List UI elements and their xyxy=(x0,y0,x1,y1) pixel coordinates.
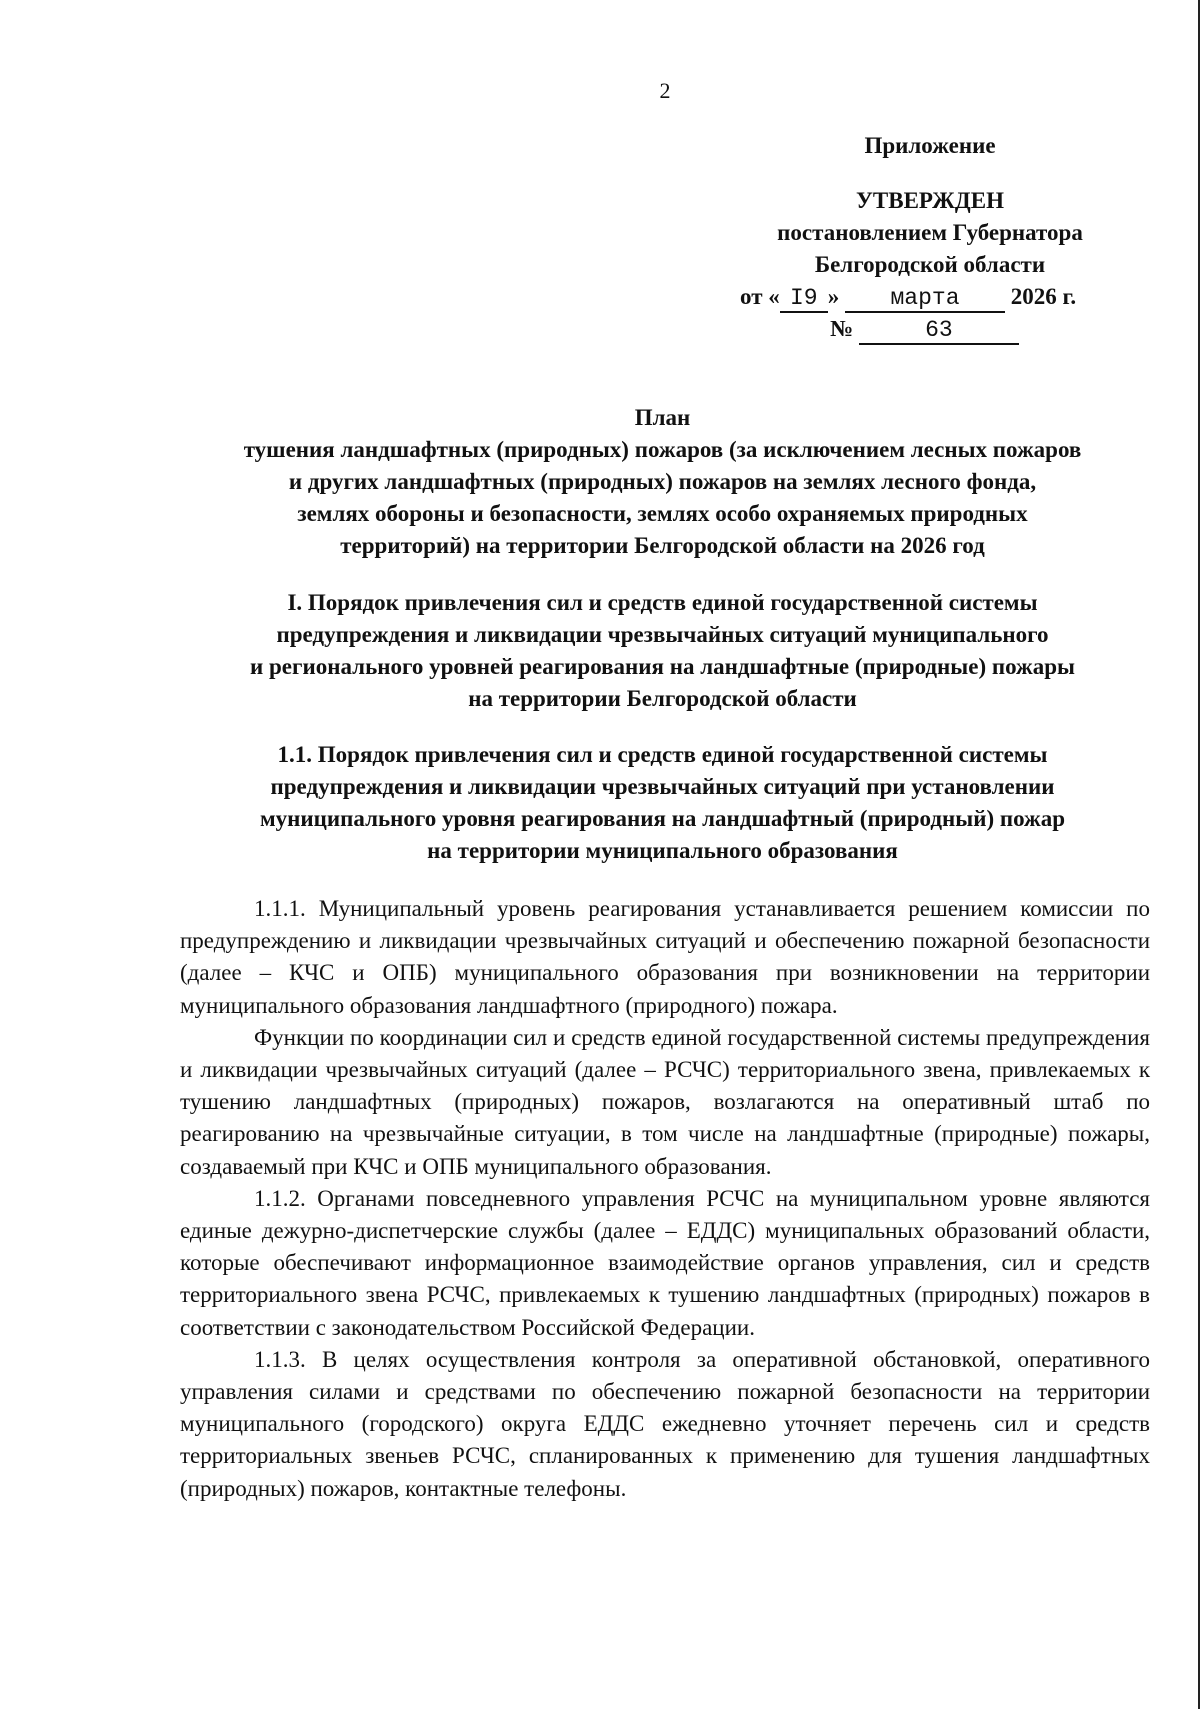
section-1-1-line-4: на территории муниципального образования xyxy=(427,838,898,863)
annex-label: Приложение xyxy=(864,133,996,158)
title-line-2: тушения ландшафтных (природных) пожаров (за исключением лесных пожаров xyxy=(243,437,1082,462)
section-1-line-1: I. Порядок привлечения сил и средств единой государственной системы xyxy=(287,590,1038,615)
paragraph-1-1-2: 1.1.2. Органами повседневного управления РСЧС на муниципальном уровне являются единые дежурно-диспетчерские службы (далее – ЕДДС) муниципальных образований области, которые обеспечивают информационное взаимодействие органов управления, сил и средств территориального звена РСЧС, привлекаемых к тушению ландшафтных (природных) пожаров в соответствии с законодательством Российской Федерации. xyxy=(180,1185,1150,1340)
date-month: марта xyxy=(845,285,1005,313)
title-line-1: План xyxy=(634,405,691,430)
approved-by-line1: постановлением Губернатора xyxy=(777,220,1083,245)
approval-date xyxy=(740,281,1120,313)
date-year: 2026 г. xyxy=(1010,284,1077,309)
document-title xyxy=(165,402,1160,562)
number-prefix: № xyxy=(830,316,854,341)
paragraph-1-1-1: 1.1.1. Муниципальный уровень реагирования устанавливается решением комиссии по предупреждению и ликвидации чрезвычайных ситуаций и обеспечению пожарной безопасности (далее – КЧС и ОПБ) муниципального образования при возникновении на территории муниципального образования ландшафтного (природного) пожара. xyxy=(180,896,1150,1018)
section-1-line-3: и регионального уровней реагирования на ландшафтные (природные) пожары xyxy=(250,654,1075,679)
paragraph-1-1-3: 1.1.3. В целях осуществления контроля за оперативной обстановкой, оперативного управления силами и средствами по обеспечению пожарной безопасности на территории муниципального (городского) округа ЕДДС ежедневно уточняет перечень сил и средств территориальных звеньев РСЧС, спланированных к применению для тушения ландшафтных (природных) пожаров, контактные телефоны. xyxy=(180,1346,1150,1501)
title-line-3: и других ландшафтных (природных) пожаров на землях лесного фонда, xyxy=(288,469,1037,494)
approved-by-line2: Белгородской области xyxy=(814,252,1046,277)
section-1-1-heading xyxy=(165,739,1160,867)
page-number: 2 xyxy=(659,78,671,103)
section-1-heading xyxy=(165,587,1160,715)
number-value: 63 xyxy=(859,317,1019,345)
approved-label: УТВЕРЖДЕН xyxy=(856,188,1004,213)
section-1-1-line-2: предупреждения и ликвидации чрезвычайных ситуаций при установлении xyxy=(270,774,1055,799)
date-day: I9 xyxy=(780,285,828,313)
approval-block xyxy=(740,130,1120,345)
section-1-line-4: на территории Белгородской области xyxy=(468,686,857,711)
section-1-1-line-1: 1.1. Порядок привлечения сил и средств единой государственной системы xyxy=(277,742,1048,767)
date-prefix: от « xyxy=(740,284,780,309)
section-1-line-2: предупреждения и ликвидации чрезвычайных ситуаций муниципального xyxy=(276,622,1049,647)
title-line-5: территорий) на территории Белгородской области на 2026 год xyxy=(340,533,985,558)
date-mid: » xyxy=(827,284,840,309)
document-body xyxy=(180,893,1150,1505)
approval-number xyxy=(740,313,1120,345)
section-1-1-line-3: муниципального уровня реагирования на ландшафтный (природный) пожар xyxy=(259,806,1066,831)
paragraph-functions: Функции по координации сил и средств единой государственной системы предупреждения и ликвидации чрезвычайных ситуаций (далее – РСЧС) территориального звена, привлекаемых к тушению ландшафтных (природных) пожаров, возлагаются на оперативный штаб по реагированию на чрезвычайные ситуации, в том числе на ландшафтные (природные) пожары, создаваемый при КЧС и ОПБ муниципального образования. xyxy=(180,1024,1150,1179)
title-line-4: землях обороны и безопасности, землях особо охраняемых природных xyxy=(297,501,1028,526)
